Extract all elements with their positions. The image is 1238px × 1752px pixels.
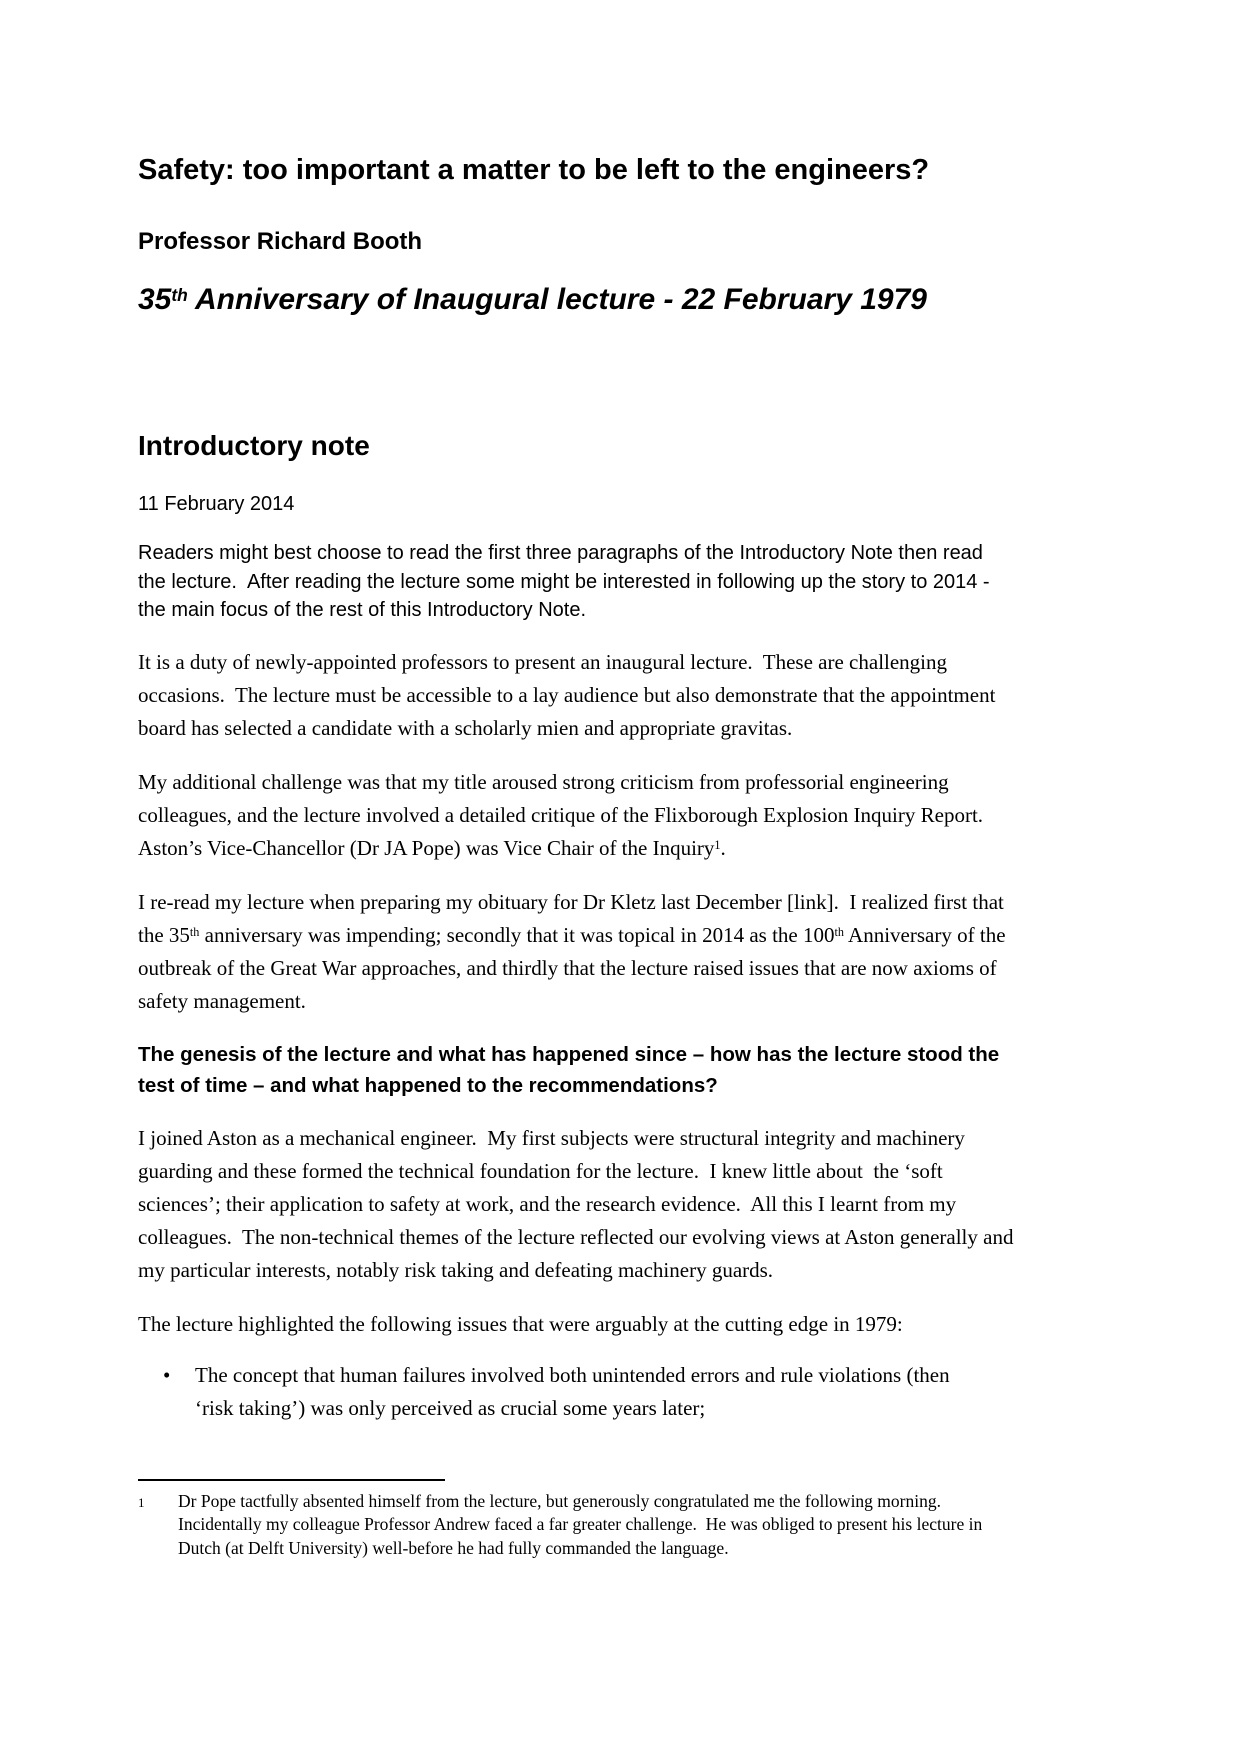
document-date: 11 February 2014: [138, 493, 295, 515]
paragraphs-container: [138, 539, 1019, 1341]
bullet-item: [138, 1359, 1016, 1425]
footnote-text: Dr Pope tactfully absented himself from the lecture, but generously congratulated me the following morning. Incidentally my colleague Professor Andrew faced a far greater challenge. He was obliged to present his lecture in Dutch (at Delft University) well-before he had fully commanded the language.: [178, 1490, 987, 1558]
paragraph: The lecture highlighted the following issues that were arguably at the cutting edge in 1979:: [138, 1311, 903, 1336]
document-author: Professor Richard Booth: [138, 228, 423, 255]
document-content: [138, 152, 1019, 1560]
section-heading: Introductory note: [138, 430, 370, 461]
footnote: [138, 1490, 1016, 1561]
paragraph: It is a duty of newly-appointed professors to present an inaugural lecture. These are challenging occasions. The lecture must be accessible to a lay audience but also demonstrate that the appointment board has selected a candidate with a scholarly mien and appropriate gravitas.: [138, 649, 1001, 740]
document-subtitle: 35th Anniversary of Inaugural lecture - 22 February 1979: [138, 283, 927, 316]
bullet-list: [138, 1359, 1016, 1425]
paragraph: I re-read my lecture when preparing my obituary for Dr Kletz last December [link]. I realized first that the 35th anniversary was impending; secondly that it was topical in 2014 as the 100th Anniversary of the outbreak of the Great War approaches, and thirdly that the lecture raised issues that are now axioms of safety management.: [138, 889, 1011, 1013]
bullet-text: The concept that human failures involved both unintended errors and rule violations (then ‘risk taking’) was only perceived as crucial some years later;: [195, 1362, 955, 1420]
paragraph: Readers might best choose to read the first three paragraphs of the Introductory Note then read the lecture. After reading the lecture some might be interested in following up the story to 2014 - the main focus of the rest of this Introductory Note.: [138, 542, 996, 621]
paragraph: I joined Aston as a mechanical engineer. My first subjects were structural integrity and machinery guarding and these formed the technical foundation for the lecture. I knew little about the ‘soft sciences’; their application to safety at work, and the research evidence. All this I learnt from my colleagues. The non-technical themes of the lecture reflected our evolving views at Aston generally and my particular interests, notably risk taking and defeating machinery guards.: [138, 1125, 1019, 1282]
footnote-area: [138, 1479, 1016, 1561]
footnote-separator: [138, 1479, 445, 1481]
paragraph: The genesis of the lecture and what has happened since – how has the lecture stood the test of time – and what happened to the recommendations?: [138, 1042, 1005, 1097]
footnote-marker: 1: [138, 1494, 145, 1510]
document-title: Safety: too important a matter to be left to the engineers?: [138, 154, 930, 186]
paragraph: My additional challenge was that my title aroused strong criticism from professorial engineering colleagues, and the lecture involved a detailed critique of the Flixborough Explosion Inquiry Report. Aston’s Vice-Chancellor (Dr JA Pope) was Vice Chair of the Inquiry$^1$.: [138, 769, 993, 860]
bullet-icon: •: [163, 1362, 171, 1387]
